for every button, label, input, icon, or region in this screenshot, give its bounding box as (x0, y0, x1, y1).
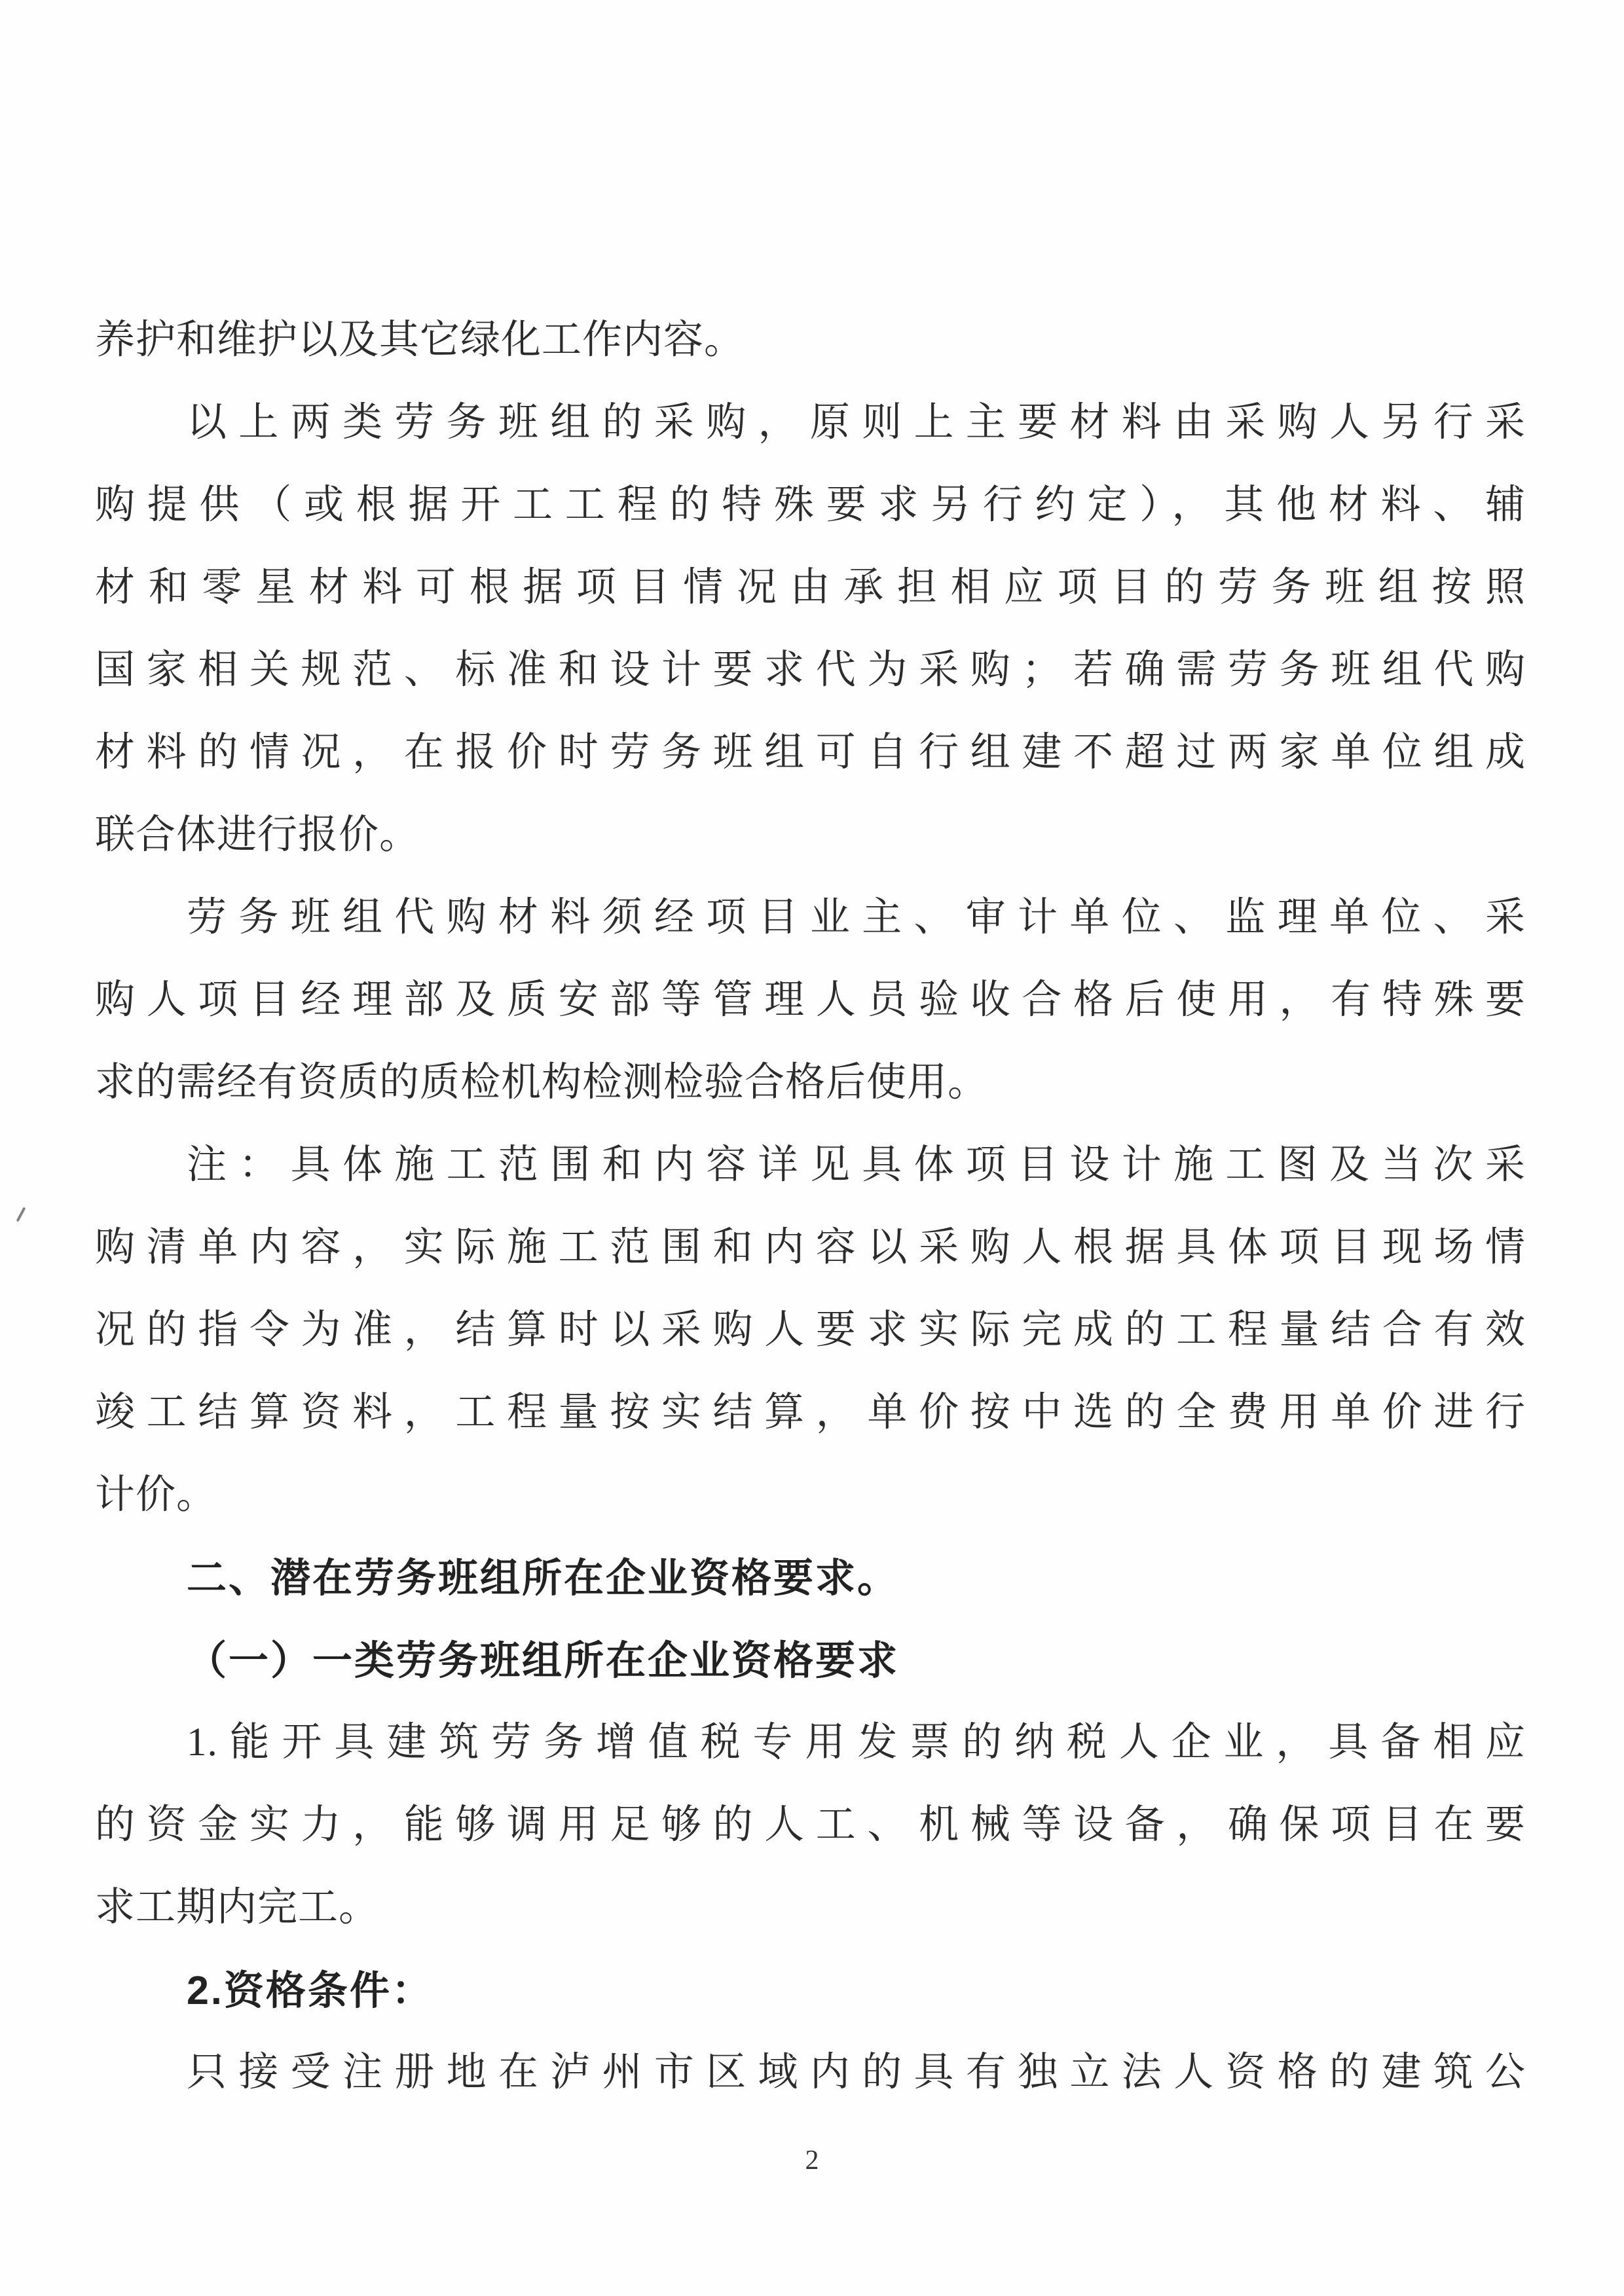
text-line: 劳务班组代购材料须经项目业主、审计单位、监理单位、采 (187, 896, 1526, 939)
scan-speckle-mark (16, 1207, 26, 1222)
text-line: 注：具体施工范围和内容详见具体项目设计施工图及当次采 (187, 1143, 1526, 1187)
text-line: 购清单内容，实际施工范围和内容以采购人根据具体项目现场情 (95, 1226, 1526, 1269)
text-line: 计价。 (95, 1473, 217, 1517)
clause-heading: 2.资格条件： (187, 1968, 434, 2013)
text-line: 的资金实力，能够调用足够的人工、机械等设备，确保项目在要 (95, 1803, 1526, 1847)
text-line: 竣工结算资料，工程量按实结算，单价按中选的全费用单价进行 (95, 1391, 1526, 1434)
text-line: 求的需经有资质的质检机构检测检验合格后使用。 (95, 1061, 989, 1104)
text-line: 养护和维护以及其它绿化工作内容。 (95, 318, 745, 362)
text-line: 联合体进行报价。 (95, 813, 420, 857)
text-line: 材和零星材料可根据项目情况由承担相应项目的劳务班组按照 (95, 566, 1526, 610)
page-number: 2 (805, 2145, 819, 2176)
text-line: 材料的情况，在报价时劳务班组可自行组建不超过两家单位组成 (95, 731, 1526, 774)
document-body (95, 299, 1526, 2114)
text-line: 以上两类劳务班组的采购，原则上主要材料由采购人另行采 (187, 401, 1526, 445)
text-line: 只接受注册地在泸州市区域内的具有独立法人资格的建筑公 (187, 2050, 1526, 2094)
text-line: 购提供（或根据开工工程的特殊要求另行约定），其他材料、辅 (95, 483, 1526, 527)
subsection-heading: （一）一类劳务班组所在企业资格要求 (187, 1638, 900, 1683)
text-line: 求工期内完工。 (95, 1886, 380, 1929)
section-heading: 二、潜在劳务班组所在企业资格要求。 (187, 1556, 900, 1600)
text-line: 国家相关规范、标准和设计要求代为采购；若确需劳务班组代购 (95, 648, 1526, 692)
text-line: 1.能开具建筑劳务增值税专用发票的纳税人企业，具备相应 (187, 1721, 1526, 1764)
text-line: 况的指令为准，结算时以采购人要求实际完成的工程量结合有效 (95, 1308, 1526, 1352)
text-line: 购人项目经理部及质安部等管理人员验收合格后使用，有特殊要 (95, 978, 1526, 1022)
